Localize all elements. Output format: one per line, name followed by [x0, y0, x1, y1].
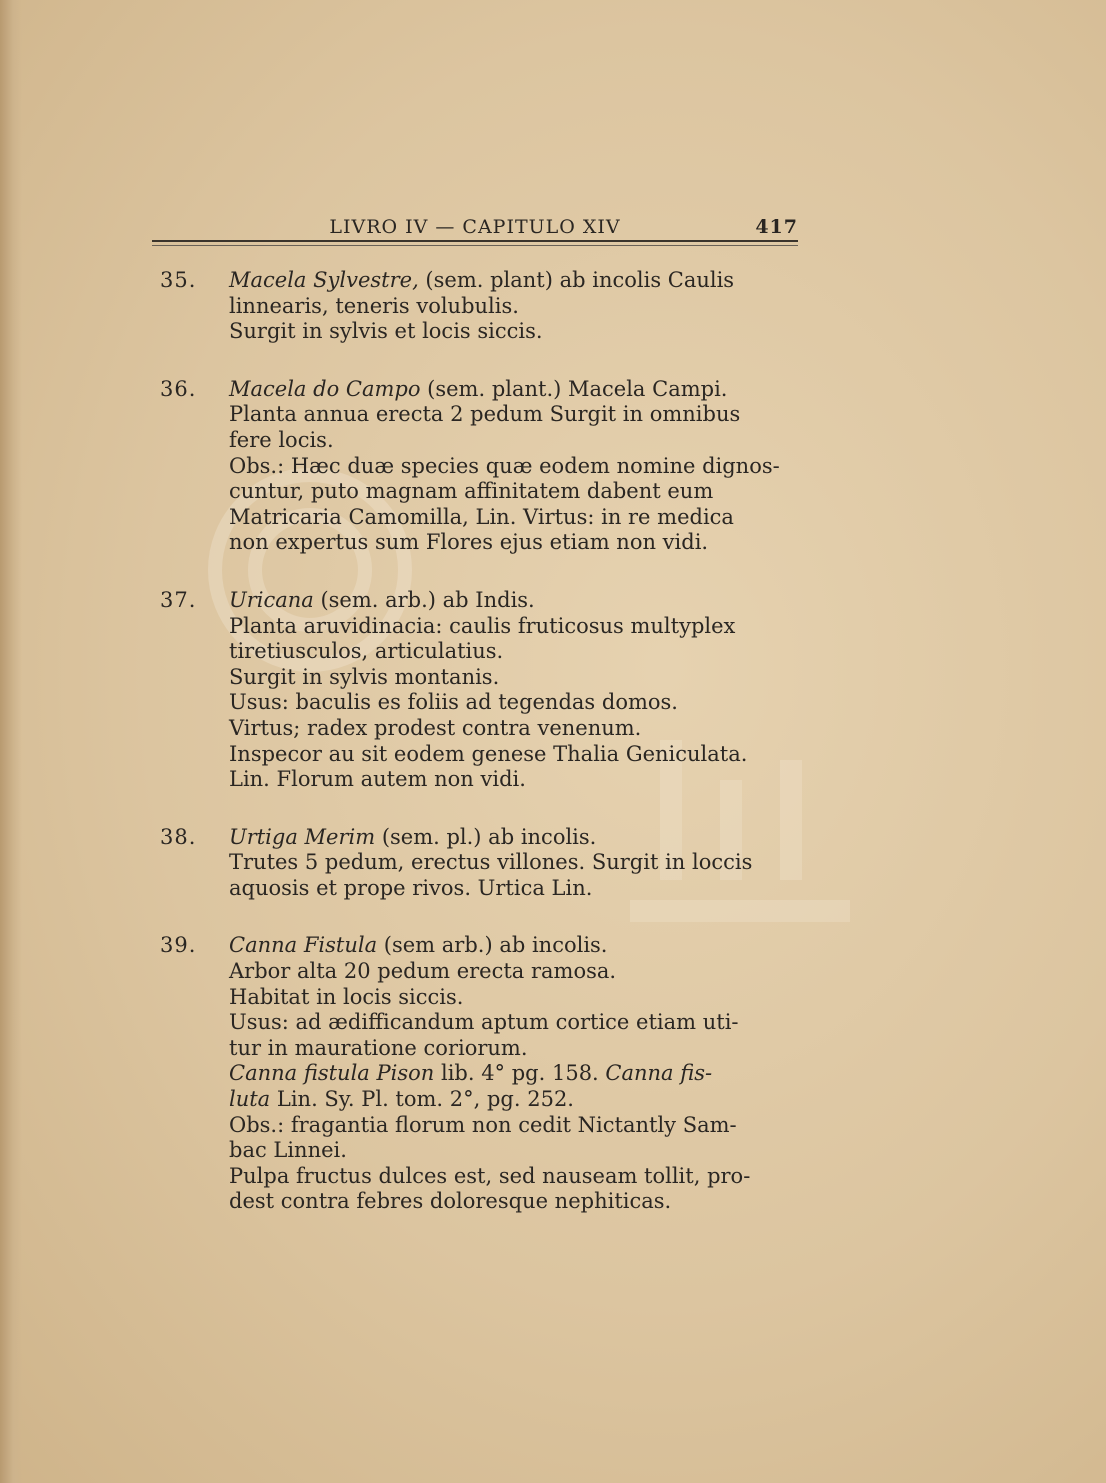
text-line: Virtus; radex prodest contra venenum.: [229, 715, 642, 740]
text-line: Arbor alta 20 pedum erecta ramosa.: [229, 959, 617, 984]
text-line: Lin. Florum autem non vidi.: [229, 767, 526, 792]
entry-number: 38.: [160, 824, 197, 849]
running-title: LIVRO IV — CAPITULO XIV: [329, 216, 621, 238]
line-rest: (sem. plant.) Macela Campi.: [420, 376, 728, 401]
text-line: Obs.: Hæc duæ species quæ eodem nomine dignos-: [229, 453, 780, 478]
species-name: Urtiga Merim: [229, 824, 376, 849]
header-rule-thin: [152, 245, 798, 246]
entry-number: 39.: [160, 933, 197, 958]
species-name: Uricana: [229, 587, 314, 612]
species-name: Canna fistula Pison: [229, 1061, 435, 1086]
line-rest: (sem. pl.) ab incolis.: [375, 824, 597, 849]
text-line: dest contra febres doloresque nephiticas.: [229, 1189, 672, 1214]
line-rest: (sem. plant) ab incolis Caulis: [418, 268, 735, 292]
text-line: Habitat in locis siccis.: [229, 984, 464, 1009]
page-spine-shadow: [0, 0, 22, 1483]
species-name: Macela Sylvestre,: [229, 268, 419, 292]
entries-list: [160, 268, 800, 1247]
entry-number: 37.: [160, 587, 197, 612]
text-line: [229, 588, 800, 614]
text-line: Matricaria Camomilla, Lin. Virtus: in re medica: [229, 504, 734, 529]
text-line: linnearis, teneris volubulis.: [229, 293, 519, 318]
entry-3: [160, 588, 800, 793]
entry-4: [160, 825, 800, 902]
text-line: fere locis.: [229, 427, 334, 452]
text-line: non expertus sum Flores ejus etiam non vidi.: [229, 530, 709, 555]
text-line: Planta annua erecta 2 pedum Surgit in omnibus: [229, 402, 741, 427]
text-line: cuntur, puto magnam affinitatem dabent eum: [229, 479, 714, 504]
line-rest: Lin. Sy. Pl. tom. 2°, pg. 252.: [270, 1087, 574, 1112]
line-rest: (sem arb.) ab incolis.: [377, 933, 608, 958]
page-number: 417: [755, 216, 798, 238]
entry-body: [229, 933, 800, 1215]
text-line: Inspecor au sit eodem genese Thalia Geniculata.: [229, 741, 748, 766]
entry-2: [160, 377, 800, 556]
text-line: Trutes 5 pedum, erectus villones. Surgit in loccis: [229, 850, 753, 875]
text-line: Pulpa fructus dulces est, sed nauseam tollit, pro-: [229, 1163, 751, 1188]
entry-body: [229, 588, 800, 793]
species-name: Macela do Campo: [229, 376, 421, 401]
text-line: Obs.: fragantia florum non cedit Nictantly Sam-: [229, 1112, 737, 1137]
entry-body: [229, 377, 800, 556]
text-line: aquosis et prope rivos. Urtica Lin.: [229, 875, 593, 900]
text-line: [229, 1087, 800, 1113]
text-line: [229, 1061, 800, 1087]
entry-5: [160, 933, 800, 1215]
header-rule: [152, 240, 798, 242]
species-name: Canna Fistula: [229, 933, 378, 958]
entry-number: 36.: [160, 376, 197, 401]
species-name: luta: [229, 1087, 271, 1112]
text-line: tur in mauratione coriorum.: [229, 1035, 528, 1060]
text-line: [229, 377, 800, 403]
line-rest: lib. 4° pg. 158.: [434, 1061, 606, 1086]
entry-body: [229, 268, 800, 345]
text-line: Surgit in sylvis montanis.: [229, 664, 500, 689]
text-line: bac Linnei.: [229, 1138, 347, 1163]
text-line: Surgit in sylvis et locis siccis.: [229, 319, 543, 344]
entry-body: [229, 825, 800, 902]
text-line: tiretiusculos, articulatius.: [229, 639, 504, 664]
species-name: Canna fis-: [605, 1061, 713, 1086]
text-line: [229, 825, 800, 851]
text-line: Planta aruvidinacia: caulis fruticosus multyplex: [229, 613, 736, 638]
line-rest: (sem. arb.) ab Indis.: [313, 587, 535, 612]
text-line: Usus: ad ædifficandum aptum cortice etiam uti-: [229, 1010, 739, 1035]
text-line: Usus: baculis es foliis ad tegendas domos.: [229, 690, 678, 715]
entry-1: [160, 268, 800, 345]
entry-number: 35.: [160, 268, 197, 292]
text-line: [229, 933, 800, 959]
text-line: [229, 268, 800, 294]
